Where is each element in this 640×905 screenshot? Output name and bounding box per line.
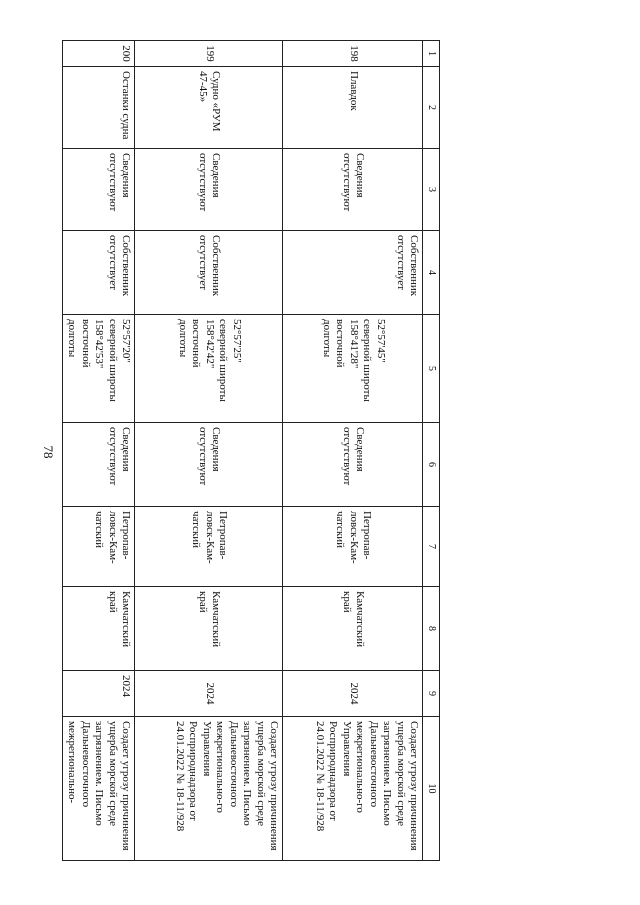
year: 2024 — [283, 671, 423, 717]
header-cell: 2 — [423, 67, 440, 149]
info: Сведения отсутствуют — [63, 423, 136, 507]
page-number: 78 — [41, 445, 56, 459]
year: 2024 — [63, 671, 136, 717]
owner: Собственник отсутствует — [63, 231, 136, 315]
owner-info: Сведения отсутствуют — [63, 149, 136, 231]
region: Камчатский край — [135, 587, 283, 671]
reason: Создает угрозу причинения ущерба морской среде загрязнением. Письмо Дальневосточного межрегионально-го Управления Росприроднадзора от 24.01.2022 № 18-11/928 — [135, 717, 283, 861]
object-name: Судно «РУМ 47-45» — [135, 67, 283, 149]
header-cell: 5 — [423, 315, 440, 423]
owner: Собственник отсутствует — [283, 231, 423, 315]
owner-info: Сведения отсутствуют — [135, 149, 283, 231]
rotated-page — [66, 40, 440, 860]
header-cell: 6 — [423, 423, 440, 507]
coordinates: 52°57'45" северной широты 158°41'28" восточной долготы — [283, 315, 423, 423]
coordinates: 52°57'25" северной широты 158°42'42" восточной долготы — [135, 315, 283, 423]
header-cell: 7 — [423, 507, 440, 587]
object-name: Плавдок — [283, 67, 423, 149]
header-cell: 8 — [423, 587, 440, 671]
row-number: 198 — [283, 41, 423, 67]
coordinates: 52°57'20" северной широты 158°42'53" восточной долготы — [63, 315, 136, 423]
reason: Создает угрозу причинения ущерба морской среде загрязнением. Письмо Дальневосточного межрегионально-го Управления Росприроднадзора от 24.01.2022 № 18-11/928 — [283, 717, 423, 861]
region: Камчатский край — [283, 587, 423, 671]
header-cell: 4 — [423, 231, 440, 315]
header-cell: 9 — [423, 671, 440, 717]
owner-info: Сведения отсутствуют — [283, 149, 423, 231]
row-number: 200 — [63, 41, 136, 67]
city: Петропав- ловск-Кам- чатский — [63, 507, 136, 587]
objects-table — [62, 40, 440, 861]
reason: Создает угрозу причинения ущерба морской среде загрязнением. Письмо Дальневосточного межрегионально- — [63, 717, 136, 861]
header-cell: 1 — [423, 41, 440, 67]
region: Камчатский край — [63, 587, 136, 671]
header-cell: 10 — [423, 717, 440, 861]
city: Петропав- ловск-Кам- чатский — [283, 507, 423, 587]
owner: Собственник отсутствует — [135, 231, 283, 315]
table-container — [66, 40, 440, 860]
table-row — [283, 41, 423, 861]
table-row — [135, 41, 283, 861]
city: Петропав- ловск-Кам- чатский — [135, 507, 283, 587]
header-cell: 3 — [423, 149, 440, 231]
row-number: 199 — [135, 41, 283, 67]
header-row — [423, 41, 440, 861]
year: 2024 — [135, 671, 283, 717]
object-name: Останки судна — [63, 67, 136, 149]
info: Сведения отсутствуют — [283, 423, 423, 507]
info: Сведения отсутствуют — [135, 423, 283, 507]
table-row — [63, 41, 136, 861]
